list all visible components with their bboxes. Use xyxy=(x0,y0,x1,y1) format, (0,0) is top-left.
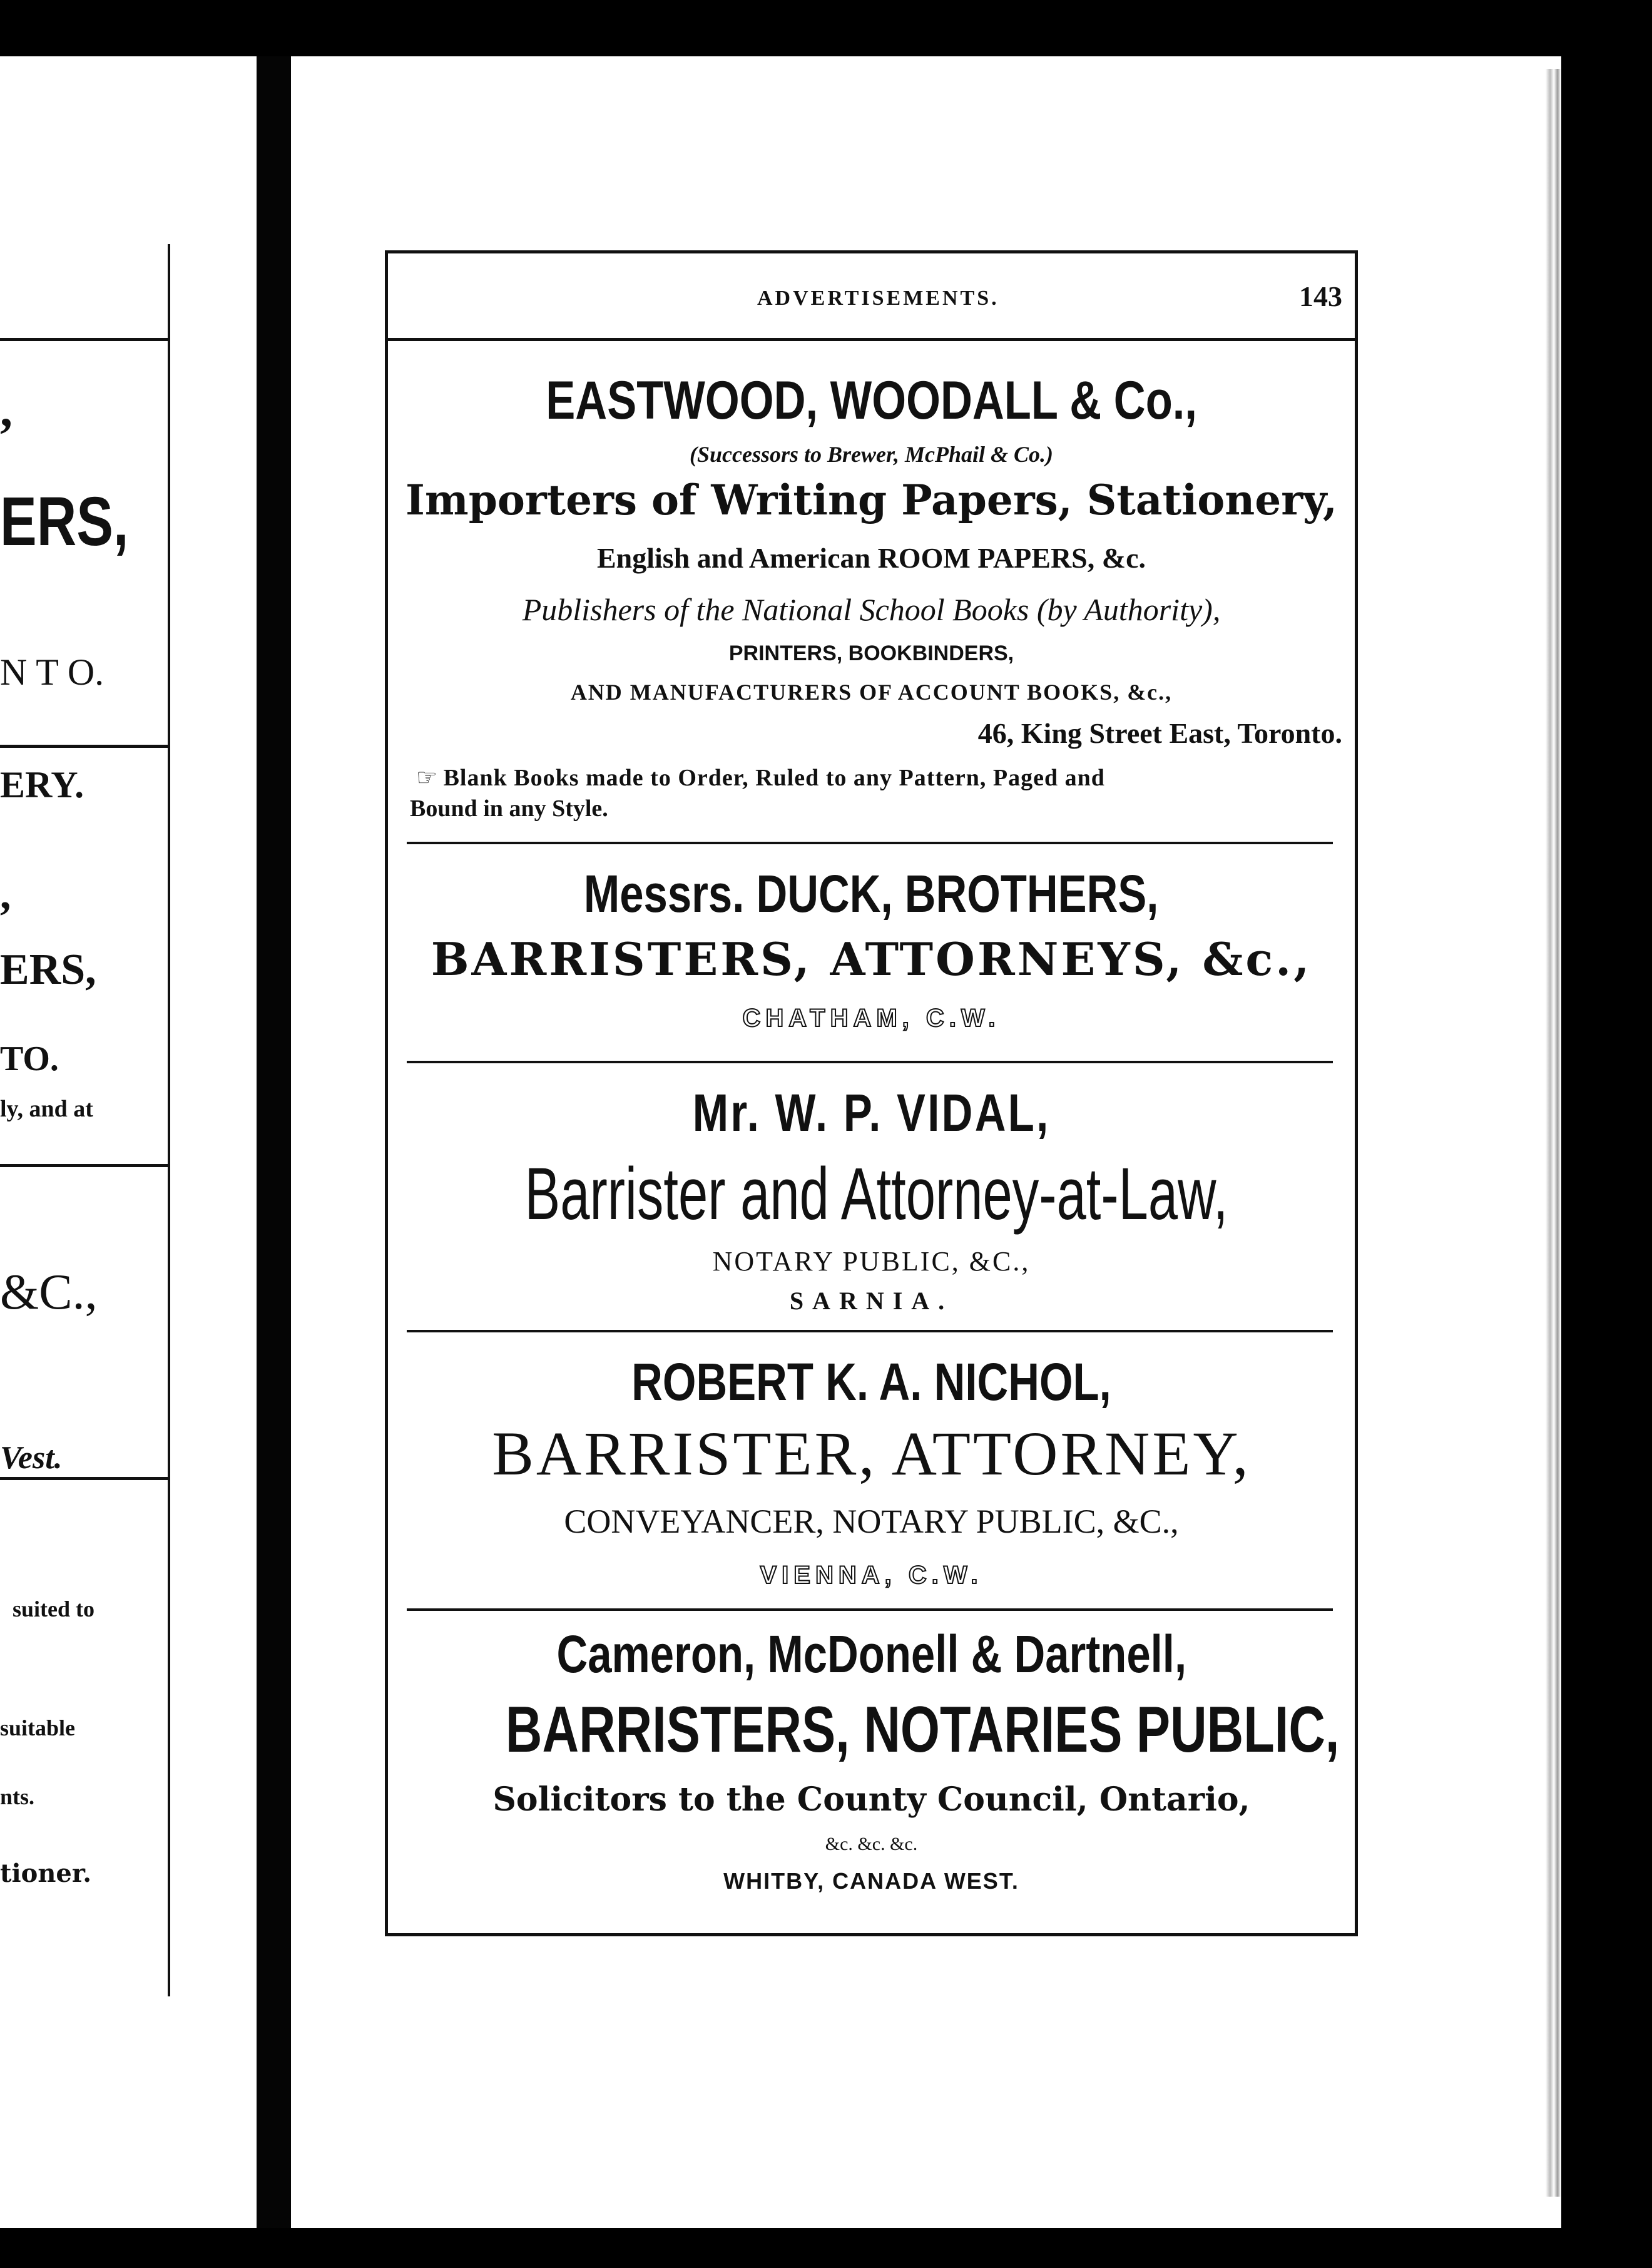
left-fragment: , xyxy=(0,382,13,437)
ad-line: NOTARY PUBLIC, &C., xyxy=(712,1246,1031,1277)
ad-headline: Cameron, McDonell & Dartnell, xyxy=(556,1625,1186,1683)
ad-line: English and American ROOM PAPERS, &c. xyxy=(596,542,1146,574)
left-facing-page xyxy=(0,56,257,2228)
left-fragment: nts. xyxy=(0,1784,35,1809)
ad-note: Blank Books made to Order, Ruled to any Pattern, Paged and xyxy=(443,765,1105,791)
ad-line: &c. &c. &c. xyxy=(825,1834,918,1854)
ad-separator-rule xyxy=(407,842,1333,844)
left-page-rule xyxy=(0,1164,169,1167)
ad-subline: (Successors to Brewer, McPhail & Co.) xyxy=(689,442,1054,467)
left-fragment: ERS, xyxy=(0,483,129,560)
ad-separator-rule xyxy=(407,1608,1333,1611)
left-fragment: TO. xyxy=(0,1040,59,1078)
left-fragment: &C., xyxy=(0,1265,98,1320)
left-fragment: Vest. xyxy=(0,1440,63,1476)
ad-address: 46, King Street East, Toronto. xyxy=(977,717,1342,749)
book-gutter xyxy=(257,56,291,2228)
ad-headline: Messrs. DUCK, BROTHERS, xyxy=(584,864,1159,923)
left-page-rule xyxy=(0,745,169,748)
ad-ornamental-line: BARRISTERS, ATTORNEYS, &c., xyxy=(431,932,1312,986)
ad-line: AND MANUFACTURERS OF ACCOUNT BOOKS, &c., xyxy=(570,680,1173,705)
running-head: ADVERTISEMENTS. xyxy=(757,287,999,310)
ad-display-line: BARRISTERS, NOTARIES PUBLIC, xyxy=(505,1693,1340,1766)
ad-separator-rule xyxy=(407,1330,1333,1332)
advertisement-frame xyxy=(385,250,1358,1936)
ad-location: WHITBY, CANADA WEST. xyxy=(723,1868,1019,1894)
ad-headline: EASTWOOD, WOODALL & Co., xyxy=(546,370,1197,431)
ad-separator-rule xyxy=(407,1061,1333,1063)
ad-location: VIENNA, C.W. xyxy=(760,1561,983,1589)
ad-headline: Mr. W. P. VIDAL, xyxy=(692,1083,1051,1142)
ad-display-line: BARRISTER, ATTORNEY, xyxy=(492,1419,1251,1488)
left-fragment: ERS, xyxy=(0,946,96,994)
header-rule xyxy=(388,338,1355,341)
left-fragment: , xyxy=(0,871,11,919)
ad-line: PRINTERS, BOOKBINDERS, xyxy=(728,641,1014,665)
ad-line: Publishers of the National School Books (by Authority), xyxy=(522,592,1221,627)
page-number: 143 xyxy=(1299,280,1342,312)
page-edge xyxy=(1546,69,1561,2197)
left-fragment: tioner. xyxy=(0,1859,92,1888)
ad-note: Bound in any Style. xyxy=(410,795,608,822)
ad-location: SARNIA. xyxy=(789,1287,954,1315)
left-fragment: ERY. xyxy=(0,764,84,805)
ad-location: CHATHAM, C.W. xyxy=(742,1004,1001,1032)
left-page-rule xyxy=(0,1477,169,1480)
left-fragment: suited to xyxy=(13,1596,95,1622)
ad-blackletter-line: Importers of Writing Papers, Stationery, xyxy=(405,476,1337,524)
left-page-column-rule xyxy=(168,244,170,1996)
left-page-rule xyxy=(0,338,169,341)
left-fragment: N T O. xyxy=(0,651,105,693)
pointing-hand-icon: ☞ xyxy=(416,764,438,791)
left-fragment: ly, and at xyxy=(0,1096,93,1122)
ad-display-line: Barrister and Attorney-at-Law, xyxy=(524,1153,1228,1235)
ad-headline: ROBERT K. A. NICHOL, xyxy=(631,1352,1111,1411)
left-fragment: suitable xyxy=(0,1715,76,1740)
ad-blackletter-line: Solicitors to the County Council, Ontario, xyxy=(492,1780,1250,1819)
ad-line: CONVEYANCER, NOTARY PUBLIC, &C., xyxy=(564,1503,1179,1540)
